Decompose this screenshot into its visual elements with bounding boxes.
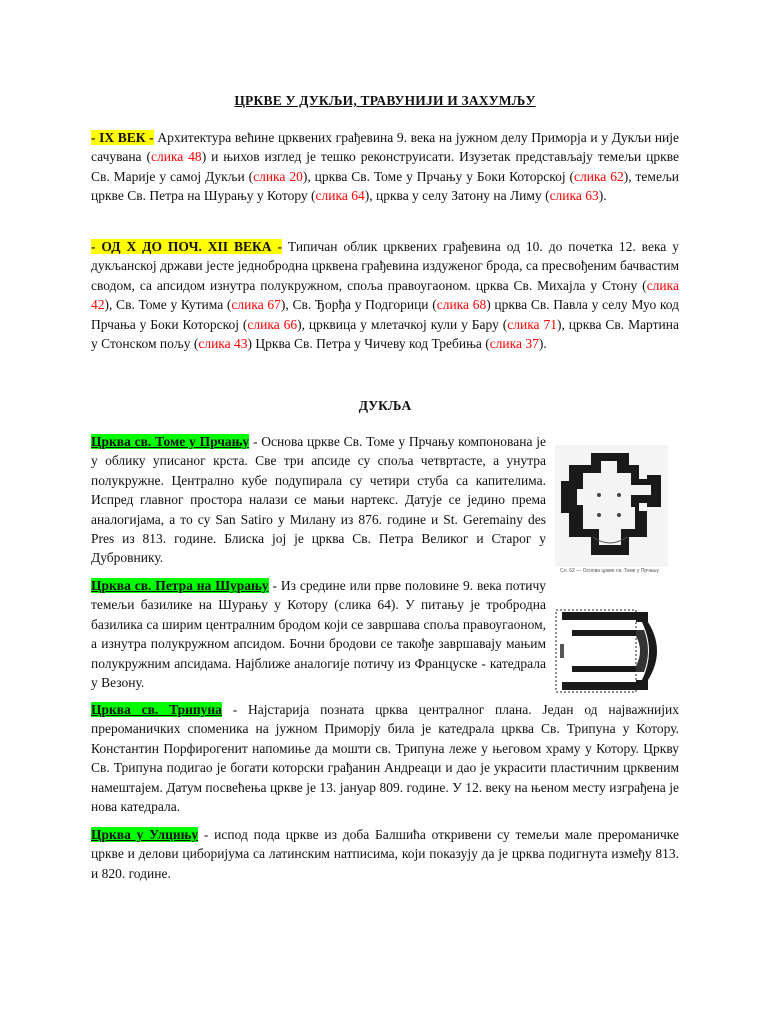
figure-reference[interactable]: слика 64 <box>315 188 365 204</box>
text-segment: ), црква Св. Томе у Прчању у Боки Которској ( <box>302 168 574 184</box>
paragraph-ulcinj <box>91 825 679 883</box>
figure-reference[interactable]: слика 68 <box>436 297 487 313</box>
text-segment: - испод пода цркве из доба Балшића откривени су темељи мале преромaничке цркве и делови циборијума са латинским натписима, који показују да је црква подигнута између 813. и 820. године. <box>91 827 679 881</box>
label-ix-century: - IX ВЕК - <box>91 130 154 145</box>
text-segment: - Најстарија позната црква централног плана. Један од најважнијих преромaничких споменика на јужном Приморју била је катедрала црква Св. Трипуна у Котору. Константин Порфирогенит напомиње да мошти св. Трипуна леже у његовом храму у Котору. Цркву Св. Трипуна подигао је богати которски грађанин Андреаци и дао је украсити пластичним црквеним намештајем. Датум посвећења цркве је 13. јануар 809. године. У 12. веку на њеном месту изграђена је нова катедрала. <box>91 702 679 815</box>
floor-plan-st-tomo-prcanj-icon <box>555 445 668 567</box>
text-segment: ). <box>538 336 547 352</box>
text-segment: Архитектура већине црквених грађевина 9. века на јужном делу Приморја и у Дукљи није сачувана ( <box>91 130 680 165</box>
text-segment: - Из средине или прве половине 9. века потичу темељи базилике на Шурању у Котору (слика 64). У питању је тробродна базилика са ширим централним бродом који се завршава споља правоугаоном, а изнутра полукружном апсидом. Бочни бродови се такође завршавају мањим полукружним апсидама. Најближе аналогије потичу из Француске - катедрала у Везону. <box>91 578 546 691</box>
figure-reference[interactable]: слика 48 <box>150 149 202 165</box>
figure-caption: Сл. 62 — Основа цркве св. Томе у Прчању <box>560 568 660 574</box>
text-segment: ). <box>598 188 607 204</box>
text-segment: ), црква у селу Затону на Лиму ( <box>364 188 550 204</box>
text-segment: ) и њихов изглед је тешко реконструисати. Изузетак представљају темељи цркве Св. Марије у самој Дукљи ( <box>91 149 679 184</box>
page-title: ЦРКВЕ У ДУКЉИ, ТРАВУНИЈИ И ЗАХУМЉУ <box>234 93 536 108</box>
text-segment: ), Св. Ђорђа у Подгорици ( <box>280 297 437 313</box>
text-segment: ), темељи цркве Св. Петра на Шурању у Котору ( <box>91 168 679 204</box>
label-ulcinj: Црква у Улцињу <box>91 827 199 842</box>
figure-reference[interactable]: слика 62 <box>574 168 624 184</box>
figure-reference[interactable]: слика 42 <box>91 277 679 313</box>
figure-reference[interactable]: слика 67 <box>231 297 281 313</box>
paragraph-st-peter-suranj <box>91 576 546 692</box>
figure-reference[interactable]: слика 20 <box>253 168 303 184</box>
figure-reference[interactable]: слика 63 <box>549 188 599 204</box>
text-segment: ) црква Св. Павла у селу Муо код Прчања у Боки Которској ( <box>91 297 679 332</box>
floor-plan-st-peter-suranj-icon <box>552 604 670 698</box>
text-segment: ), црква Св. Мартина у Стонском пољу ( <box>91 316 679 352</box>
label-st-peter-suranj: Црква св. Петра на Шурању <box>91 578 269 593</box>
paragraph-ix-century <box>91 128 679 206</box>
paragraph-x-xii-century <box>91 237 679 353</box>
label-st-tomo-prcanj: Црква св. Томе у Прчању <box>91 434 250 449</box>
text-segment: Типичан облик црквених грађевина од 10. до почетка 12. века у дукљанској држави јесте једнобродна црквена грађевина издуженог брода, са пресвођеним бачвастим сводом, са апсидом изнутра полукружном, споља правоугаоном. црква Св. Михајла у Стону ( <box>91 239 679 293</box>
paragraph-st-tomo-prcanj <box>91 432 546 568</box>
text-segment: - Основа цркве Св. Томе у Прчању компонована је у облику уписаног крста. Све три апсиде су споља четвртасте, а унутра полукружне. Централно кубе подупирала су четири стуба са капителима. Испред главног простора налази се мањи нартекс. Датује се једино према аналогијама, а то су San Satiro у Милану из 876. године и St. Geremainy des Pres из 813. године. Блиска јој је црква Св. Петра Великог и Старог у Дубровнику. <box>91 434 547 566</box>
figure-reference[interactable]: слика 71 <box>507 316 557 332</box>
label-x-xii-century: - ОД X ДО ПОЧ. XII ВЕКА - <box>91 239 282 254</box>
figure-reference[interactable]: слика 37 <box>489 336 539 352</box>
paragraph-st-tripun <box>91 700 679 816</box>
text-segment: ), Св. Томе у Кутима ( <box>104 297 232 313</box>
text-segment: ), црквица у млетачкој кули у Бару ( <box>297 316 508 332</box>
section-title-duklja: ДУКЉА <box>358 398 412 413</box>
figure-reference[interactable]: слика 43 <box>198 336 248 352</box>
figure-reference[interactable]: слика 66 <box>247 316 298 332</box>
text-segment: ) Црква Св. Петра у Чичеву код Требиња ( <box>247 336 490 352</box>
label-st-tripun: Црква св. Трипуна <box>91 702 222 717</box>
